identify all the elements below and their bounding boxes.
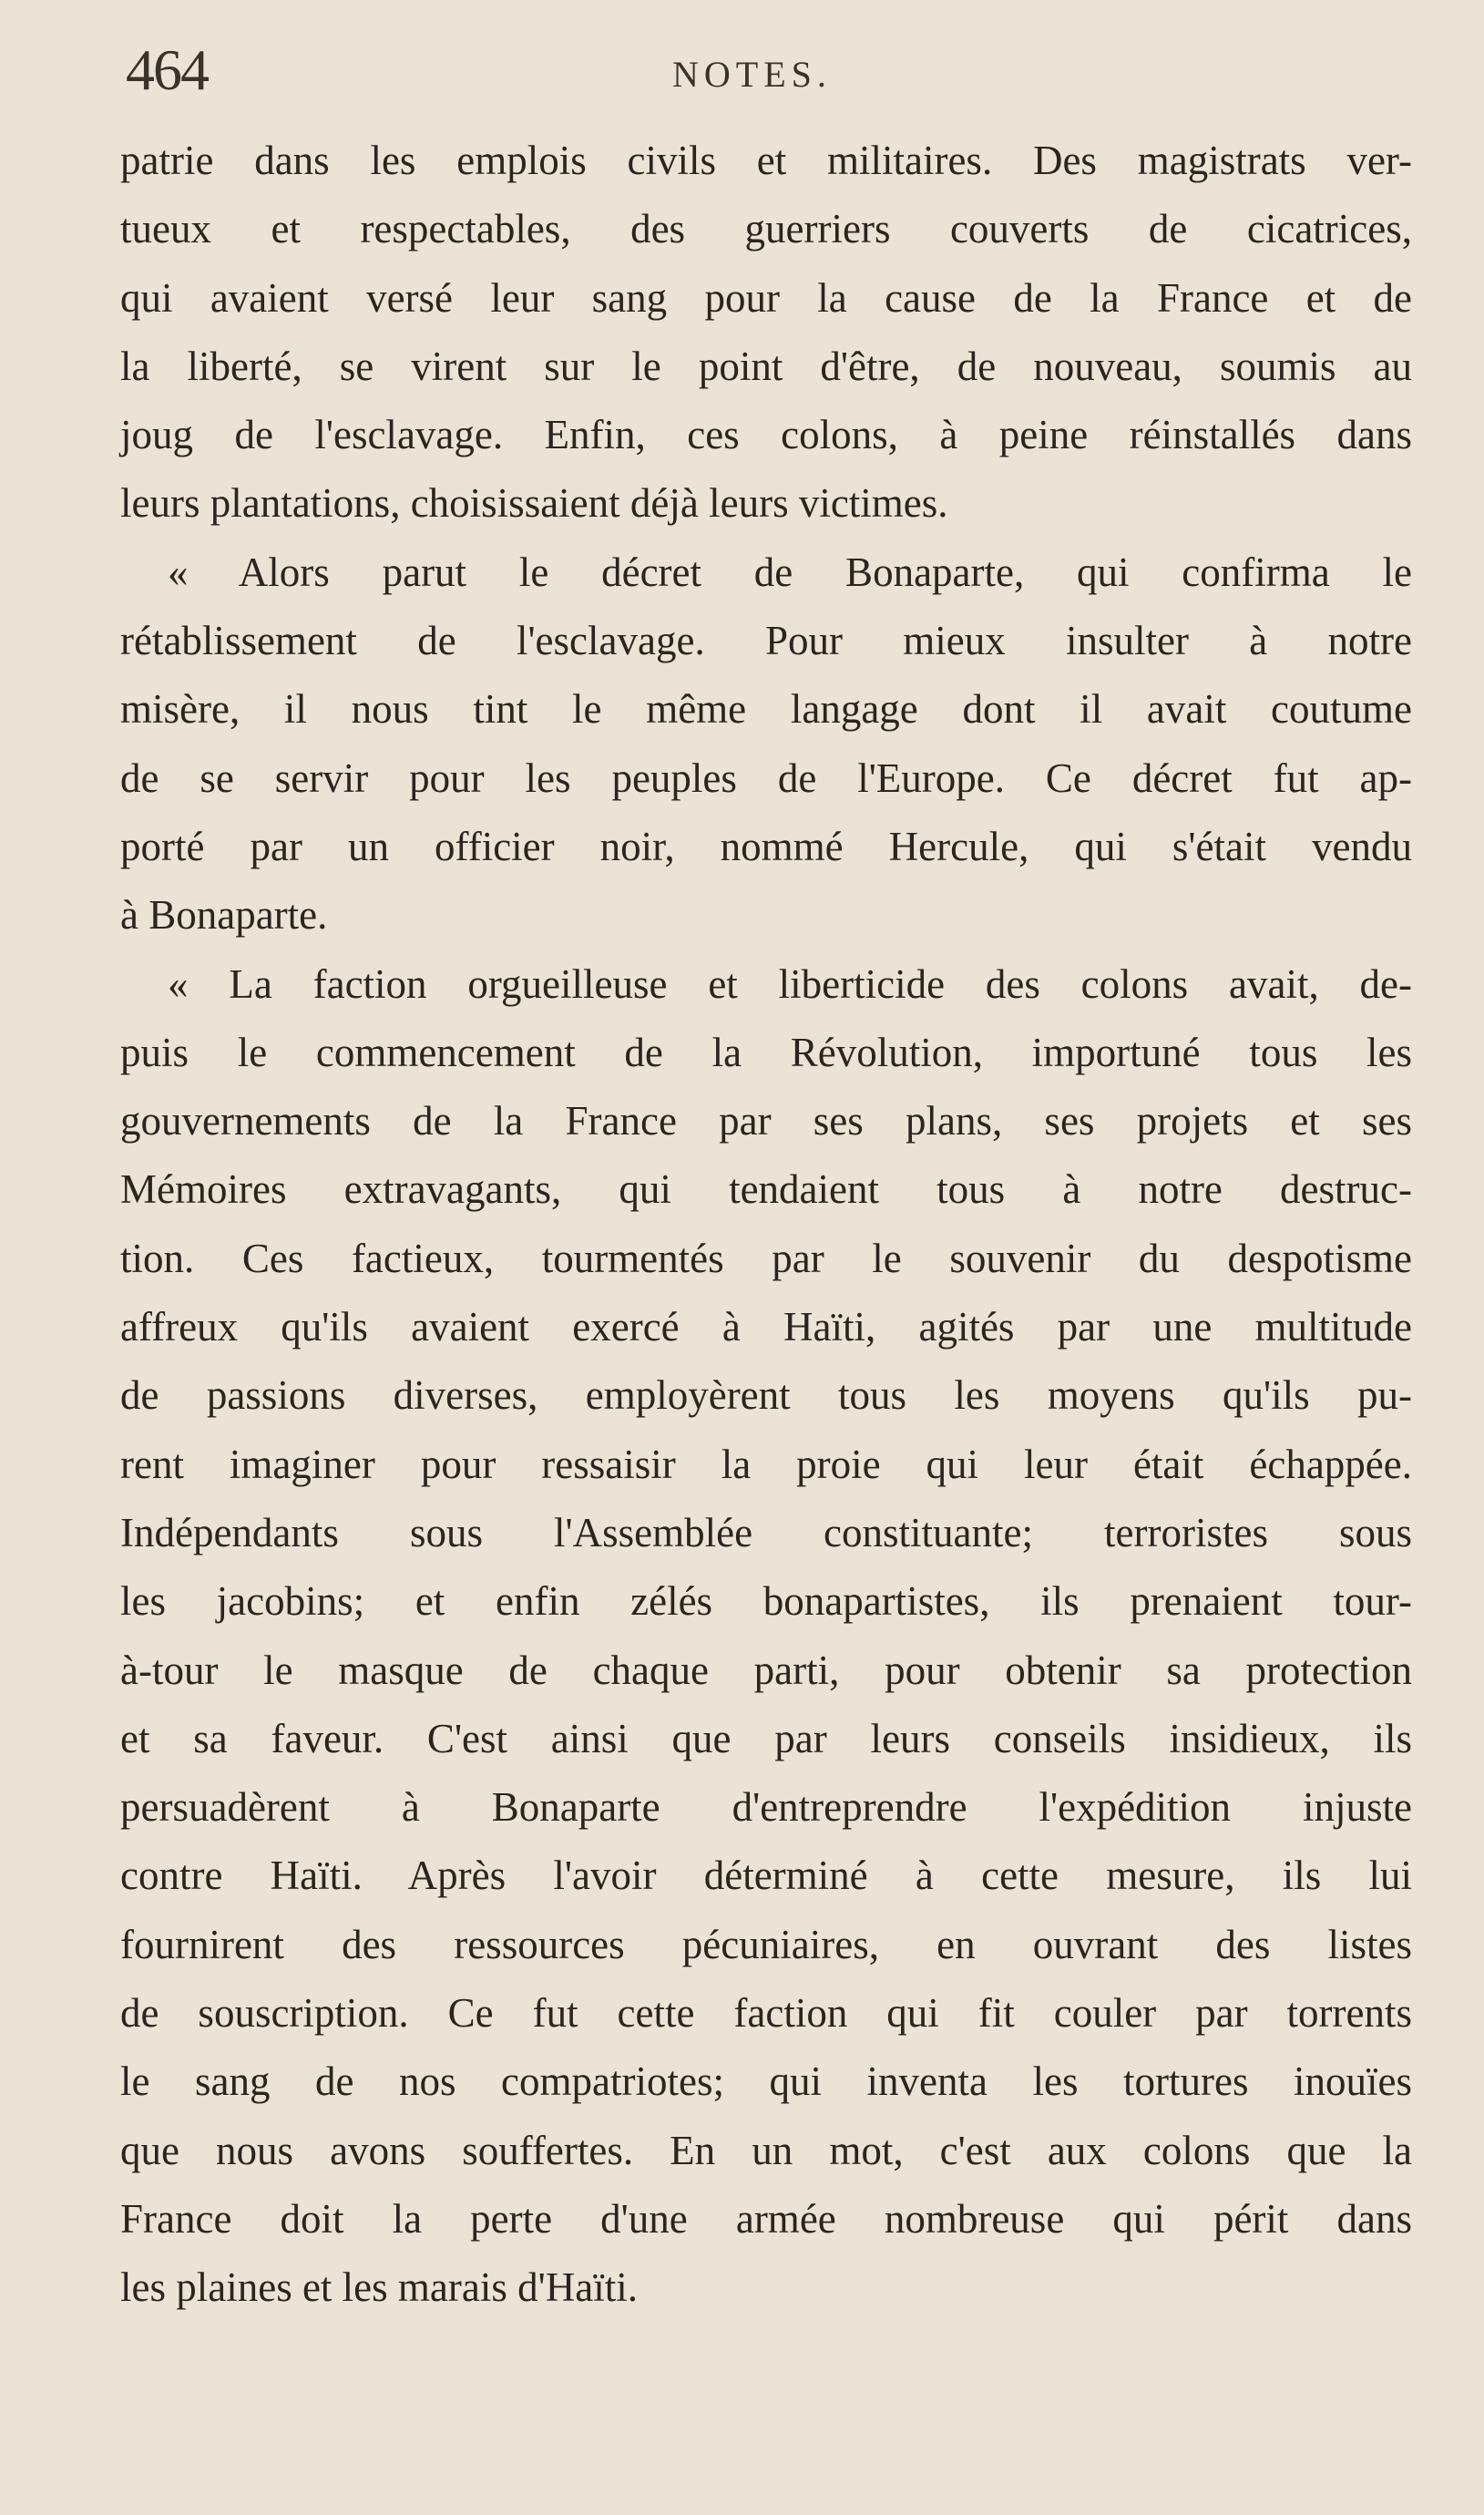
text-line: à Bonaparte.: [120, 892, 328, 939]
text-line: puis le commencement de la Révolution, importuné tous les: [120, 1029, 1412, 1075]
text-line: tueux et respectables, des guerriers couverts de cicatrices,: [120, 206, 1412, 252]
page-body-text: [120, 133, 1412, 2329]
text-line: que nous avons souffertes. En un mot, c'est aux colons que la: [120, 2127, 1412, 2173]
text-line: rent imaginer pour ressaisir la proie qui leur était échappée.: [120, 1441, 1412, 1487]
text-line: de souscription. Ce fut cette faction qui fit couler par torrents: [120, 1990, 1412, 2037]
text-line: persuadèrent à Bonaparte d'entreprendre l'expédition injuste: [120, 1784, 1412, 1831]
text-line: contre Haïti. Après l'avoir déterminé à cette mesure, ils lui: [120, 1853, 1412, 1899]
text-line: leurs plantations, choisissaient déjà leurs victimes.: [120, 480, 948, 527]
text-line: le sang de nos compatriotes; qui inventa les tortures inouïes: [120, 2058, 1412, 2105]
text-line: de se servir pour les peuples de l'Europe. Ce décret fut ap-: [120, 754, 1412, 801]
text-line: « Alors parut le décret de Bonaparte, qui confirma le: [168, 549, 1412, 595]
text-line: et sa faveur. C'est ainsi que par leurs conseils insidieux, ils: [120, 1715, 1412, 1761]
text-line: fournirent des ressources pécuniaires, en ouvrant des listes: [120, 1921, 1412, 1967]
text-line: affreux qu'ils avaient exercé à Haïti, agités par une multitude: [120, 1304, 1412, 1350]
text-line: tion. Ces factieux, tourmentés par le souvenir du despotisme: [120, 1235, 1412, 1281]
text-line: les plaines et les marais d'Haïti.: [120, 2264, 638, 2311]
text-line: de passions diverses, employèrent tous les moyens qu'ils pu-: [120, 1372, 1412, 1419]
text-line: la liberté, se virent sur le point d'être, de nouveau, soumis au: [120, 343, 1412, 389]
text-line: à-tour le masque de chaque parti, pour obtenir sa protection: [120, 1647, 1412, 1693]
text-line: « La faction orgueilleuse et liberticide des colons avait, de-: [168, 960, 1412, 1007]
text-line: gouvernements de la France par ses plans, ses projets et ses: [120, 1098, 1412, 1145]
text-line: France doit la perte d'une armée nombreuse qui périt dans: [120, 2195, 1412, 2242]
page-number: 464: [126, 37, 208, 102]
text-line: rétablissement de l'esclavage. Pour mieux insulter à notre: [120, 618, 1412, 664]
text-line: patrie dans les emplois civils et militaires. Des magistrats ver-: [120, 138, 1412, 183]
text-line: misère, il nous tint le même langage dont il avait coutume: [120, 686, 1412, 733]
text-line: Indépendants sous l'Assemblée constituante; terroristes sous: [120, 1509, 1412, 1555]
text-line: les jacobins; et enfin zélés bonapartistes, ils prenaient tour-: [120, 1578, 1412, 1625]
text-line: joug de l'esclavage. Enfin, ces colons, à peine réinstallés dans: [120, 412, 1412, 458]
text-line: porté par un officier noir, nommé Hercule, qui s'était vendu: [120, 823, 1412, 869]
text-line: qui avaient versé leur sang pour la cause de la France et de: [120, 274, 1412, 321]
text-line: Mémoires extravagants, qui tendaient tous à notre destruc-: [120, 1166, 1412, 1213]
running-title: NOTES.: [672, 54, 832, 95]
